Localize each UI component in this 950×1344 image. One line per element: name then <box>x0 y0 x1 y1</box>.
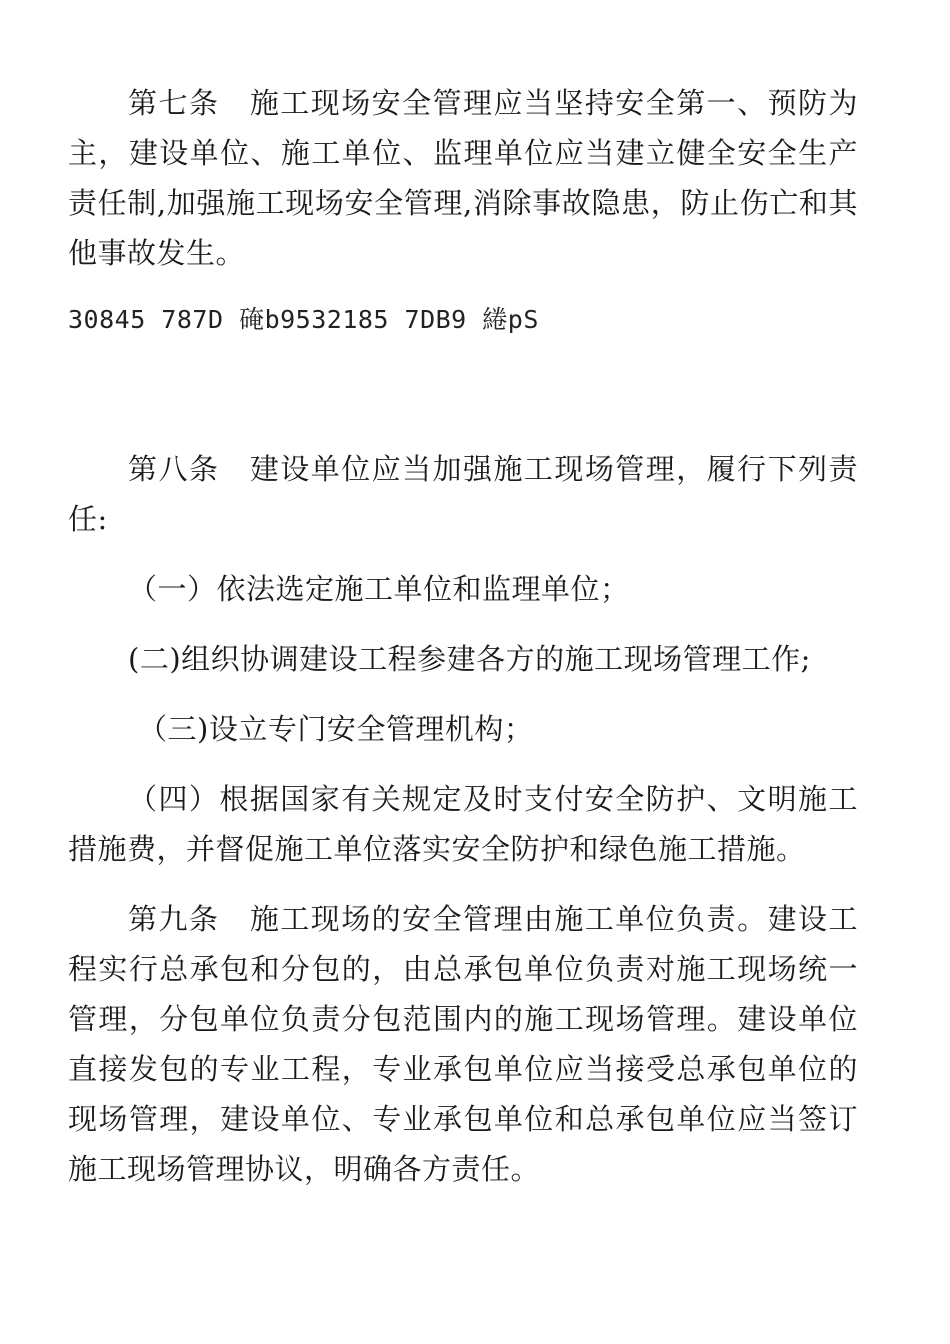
article-8-item-2: (二)组织协调建设工程参建各方的施工现场管理工作; <box>128 642 811 676</box>
article-8-item-4: （四）根据国家有关规定及时支付安全防护、文明施工措施费，并督促施工单位落实安全防护和绿色施工措施。 <box>68 782 858 866</box>
article-7-paragraph: 第七条 施工现场安全管理应当坚持安全第一、预防为主，建设单位、施工单位、监理单位应当建立健全安全生产责任制,加强施工现场安全管理,消除事故隐患，防止伤亡和其他事故发生。 <box>68 86 858 270</box>
article-9-paragraph: 第九条 施工现场的安全管理由施工单位负责。建设工程实行总承包和分包的，由总承包单位负责对施工现场统一管理，分包单位负责分包范围内的施工现场管理。建设单位直接发包的专业工程，专业承包单位应当接受总承包单位的现场管理，建设单位、专业承包单位和总承包单位应当签订施工现场管理协议，明确各方责任。 <box>68 902 858 1186</box>
garbled-code-line: 30845 787D 硽b9532185 7DB9 綣pS <box>68 305 539 334</box>
article-8-item-1: （一）依法选定施工单位和监理单位； <box>128 572 630 606</box>
document-page <box>68 78 858 1194</box>
article-8-paragraph: 第八条 建设单位应当加强施工现场管理，履行下列责任: <box>68 452 858 536</box>
article-8-item-3: （三)设立专门安全管理机构； <box>138 712 534 746</box>
